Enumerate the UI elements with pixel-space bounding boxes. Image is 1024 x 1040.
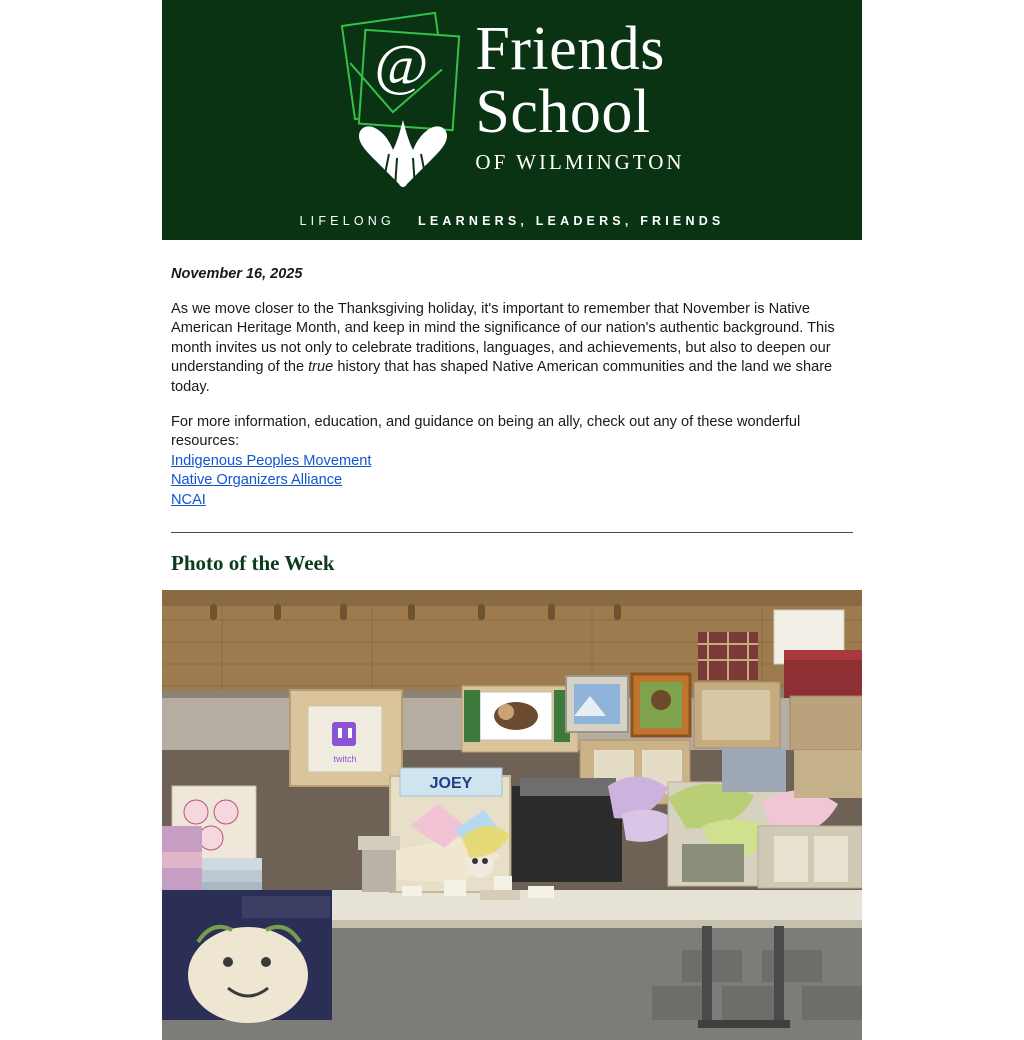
newsletter-date: November 16, 2025 <box>171 266 303 282</box>
hands-icon <box>353 114 457 200</box>
tagline-lifelong: LIFELONG <box>299 214 395 228</box>
resources-paragraph: For more information, education, and guidance on being an ally, check out any of these wonderful resources: <box>171 414 801 450</box>
logo-line-of-wilmington: OF WILMINGTON <box>475 149 685 174</box>
intro-emphasis-true: true <box>308 359 334 376</box>
at-symbol-icon: @ <box>373 30 431 99</box>
logo-wordmark <box>475 14 684 175</box>
resource-links-list <box>171 452 853 510</box>
link-ncai[interactable]: NCAI <box>171 491 206 508</box>
email-container <box>162 0 862 1040</box>
link-native-organizers-alliance[interactable]: Native Organizers Alliance <box>171 472 343 489</box>
intro-paragraph <box>171 300 853 397</box>
envelope-hands-logo-icon <box>339 14 469 214</box>
link-indigenous-peoples-movement[interactable]: Indigenous Peoples Movement <box>171 452 372 469</box>
logo-lockup <box>162 14 862 214</box>
logo-line-friends: Friends <box>475 15 665 83</box>
section-divider <box>171 532 853 533</box>
photo-of-the-week-heading: Photo of the Week <box>171 551 335 576</box>
svg-text:twitch: twitch <box>333 754 357 765</box>
email-body <box>162 240 862 1040</box>
tagline-learners-leaders-friends: LEARNERS, LEADERS, FRIENDS <box>418 214 725 228</box>
logo-line-school: School <box>475 77 651 146</box>
logo-tagline <box>162 214 862 228</box>
intro-paragraph-part2: history that has shaped Native American communities and the land we share today. <box>171 359 833 395</box>
photo-of-the-week-image <box>162 590 862 1040</box>
intro-paragraph-part1: As we move closer to the Thanksgiving holiday, it's important to remember that November is Native American Heritage Month, and keep in mind the significance of our nation's authentic background. This month invites us not only to celebrate traditions, languages, and achievements, but also to deepen our understanding of the <box>171 301 835 376</box>
svg-text:JOEY: JOEY <box>429 775 473 793</box>
email-header-banner <box>162 0 862 240</box>
